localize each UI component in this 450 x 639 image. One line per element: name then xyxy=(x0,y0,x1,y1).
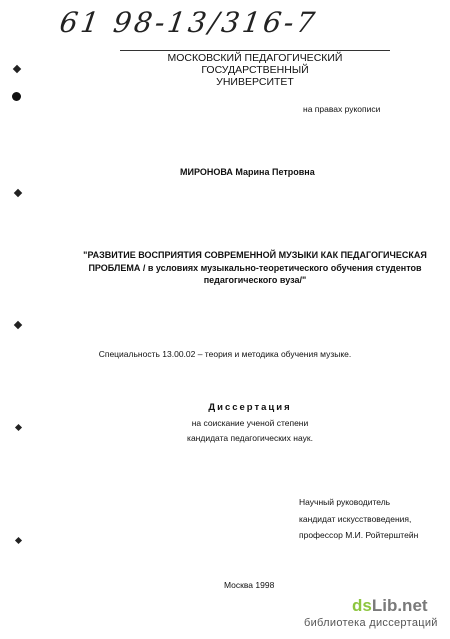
specialty-line: Специальность 13.00.02 – теория и методика обучения музыке. xyxy=(98,349,352,359)
dslib-subtitle: библиотека диссертаций xyxy=(304,617,438,629)
dissertation-heading: Диссертация xyxy=(208,402,292,413)
title-line-1: "РАЗВИТИЕ ВОСПРИЯТИЯ СОВРЕМЕННОЙ МУЗЫКИ КАК ПЕДАГОГИЧЕСКАЯ xyxy=(83,250,427,260)
scan-mark-arrow-1 xyxy=(13,65,21,73)
supervisor-heading: Научный руководитель xyxy=(299,497,391,507)
university-line-1: МОСКОВСКИЙ ПЕДАГОГИЧЕСКИЙ ГОСУДАРСТВЕННЫЙ xyxy=(167,52,343,76)
title-line-3: педагогического вуза/" xyxy=(203,275,307,285)
degree-line-1: на соискание ученой степени xyxy=(191,418,309,428)
author-name: МИРОНОВА Марина Петровна xyxy=(180,167,315,177)
dissertation-title xyxy=(80,249,430,287)
supervisor-degree: кандидат искусствоведения, xyxy=(299,514,412,524)
title-line-2: ПРОБЛЕМА / в условиях музыкально-теоретического обучения студентов xyxy=(88,262,422,273)
handwritten-catalog-code: 61 98-13/316-7 xyxy=(57,6,320,39)
university-line-2: УНИВЕРСИТЕТ xyxy=(216,76,294,88)
degree-line-2: кандидата педагогических наук. xyxy=(187,433,313,443)
manuscript-rights-note: на правах рукописи xyxy=(303,104,381,114)
scan-mark-arrow-3 xyxy=(14,321,22,329)
dslib-logo-suffix: Lib.net xyxy=(371,596,428,615)
dslib-logo-prefix: ds xyxy=(352,596,372,615)
university-name xyxy=(120,50,390,88)
scan-mark-dot xyxy=(12,92,21,101)
city-year: Москва 1998 xyxy=(224,580,275,590)
dslib-logo xyxy=(352,596,428,616)
scan-mark-arrow-5 xyxy=(15,537,22,544)
scan-mark-arrow-2 xyxy=(14,189,22,197)
supervisor-name: профессор М.И. Ройтерштейн xyxy=(299,530,419,540)
